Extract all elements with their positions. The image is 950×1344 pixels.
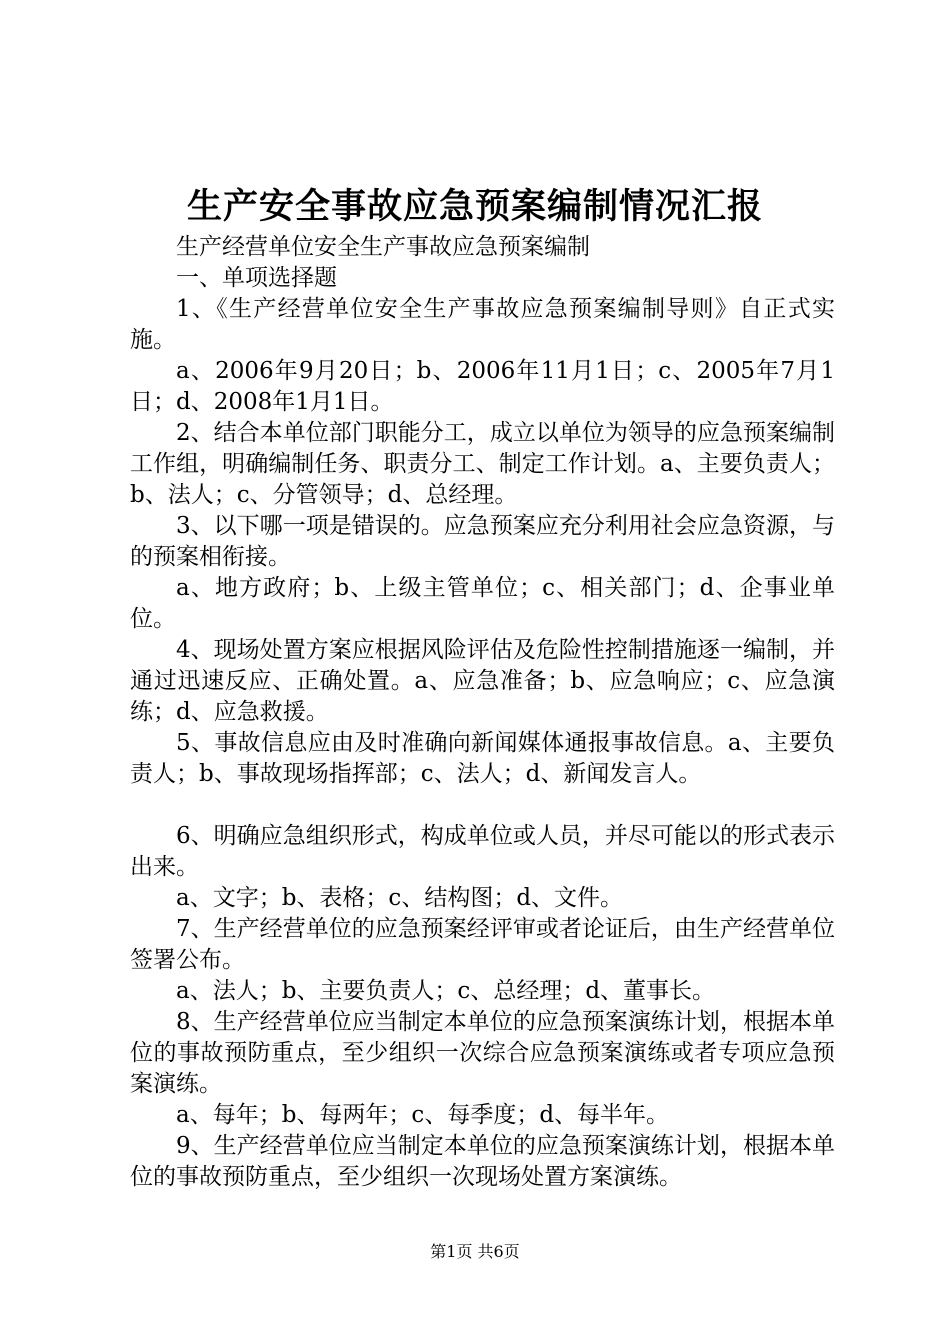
options-8: a、每年；b、每两年；c、每季度；d、每半年。 [176, 1102, 670, 1128]
paragraph: 生产经营单位安全生产事故应急预案编制 [176, 234, 590, 260]
options-6: a、文字；b、表格；c、结构图；d、文件。 [176, 885, 624, 911]
question-8: 8、生产经营单位应当制定本单位的应急预案演练计划，根据本单位的事故预防重点，至少组织一次综合应急预案演练或者专项应急预案演练。 [130, 1009, 835, 1097]
paragraph: 一、单项选择题 [176, 265, 337, 291]
question-7: 7、生产经营单位的应急预案经评审或者论证后，由生产经营单位签署公布。 [130, 916, 835, 973]
document-body [130, 232, 835, 1193]
question-4: 4、现场处置方案应根据风险评估及危险性控制措施逐一编制，并通过迅速反应、正确处置。a、应急准备；b、应急响应；c、应急演练；d、应急救援。 [130, 637, 835, 725]
options-3: a、地方政府；b、上级主管单位；c、相关部门；d、企事业单位。 [130, 575, 835, 632]
document-title: 生产安全事故应急预案编制情况汇报 [186, 186, 763, 227]
question-1: 1、《生产经营单位安全生产事故应急预案编制导则》自正式实施。 [130, 296, 835, 353]
options-1: a、2006年9月20日；b、2006年11月1日；c、2005年7月1日；d、2008年1月1日。 [130, 358, 835, 415]
page-number: 第1页 共6页 [430, 1242, 520, 1261]
options-7: a、法人；b、主要负责人；c、总经理；d、董事长。 [176, 978, 716, 1004]
question-5: 5、事故信息应由及时准确向新闻媒体通报事故信息。a、主要负责人；b、事故现场指挥部；c、法人；d、新闻发言人。 [130, 730, 835, 787]
question-9: 9、生产经营单位应当制定本单位的应急预案演练计划，根据本单位的事故预防重点，至少组织一次现场处置方案演练。 [130, 1133, 835, 1190]
question-2: 2、结合本单位部门职能分工，成立以单位为领导的应急预案编制工作组，明确编制任务、职责分工、制定工作计划。a、主要负责人；b、法人；c、分管领导；d、总经理。 [130, 420, 835, 508]
question-6: 6、明确应急组织形式，构成单位或人员，并尽可能以的形式表示出来。 [130, 823, 835, 880]
question-3: 3、以下哪一项是错误的。应急预案应充分利用社会应急资源，与的预案相衔接。 [130, 513, 835, 570]
